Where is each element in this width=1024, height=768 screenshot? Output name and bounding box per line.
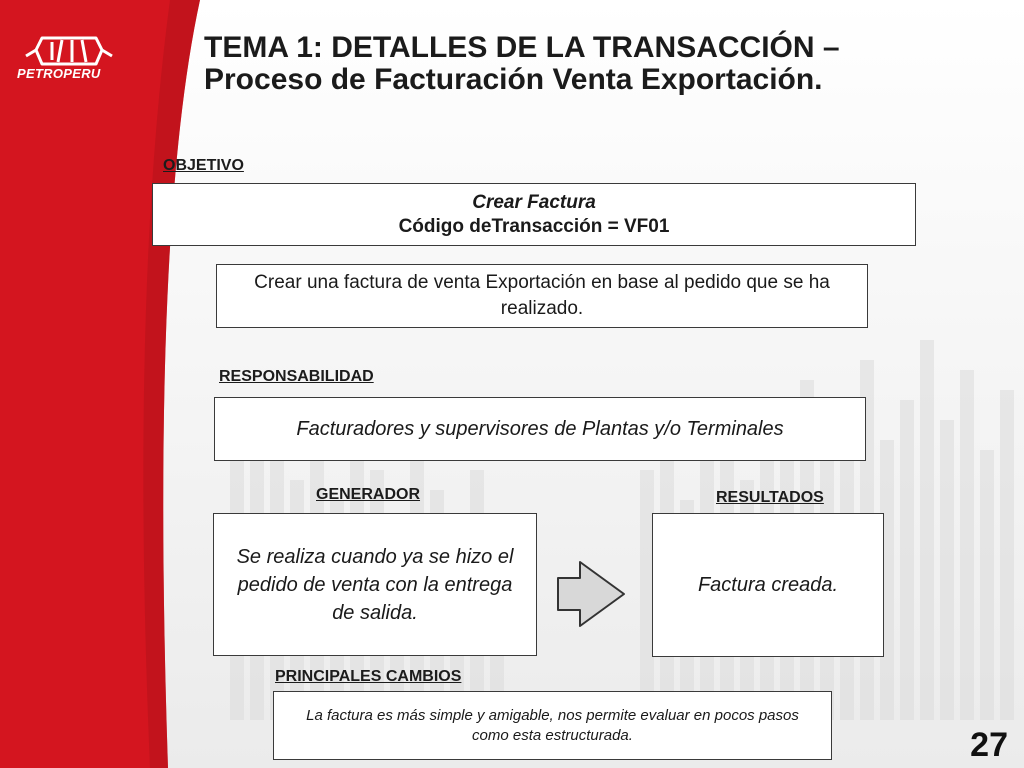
objetivo-line2: Código deTransacción = VF01 (398, 215, 670, 237)
responsabilidad-label: RESPONSABILIDAD (219, 368, 374, 385)
resultados-box (652, 513, 884, 657)
principales-cambios-text: La factura es más simple y amigable, nos permite evaluar en pocos pasos como esta estructurada. (306, 706, 799, 744)
objetivo-box (152, 183, 916, 246)
objetivo-description-box (216, 264, 868, 328)
page-number: 27 (970, 726, 1008, 764)
generador-label: GENERADOR (316, 486, 421, 503)
principales-cambios-box (273, 691, 832, 760)
objetivo-description: Crear una factura de venta Exportación en base al pedido que se ha realizado. (254, 272, 830, 319)
logo-wordmark: PETROPERU (17, 66, 101, 81)
responsabilidad-text: Facturadores y supervisores de Plantas y/o Terminales (296, 417, 784, 440)
resultados-label: RESULTADOS (716, 489, 824, 506)
resultados-text: Factura creada. (697, 573, 839, 596)
objetivo-label: OBJETIVO (163, 157, 244, 174)
objetivo-line1: Crear Factura (472, 191, 596, 213)
responsabilidad-box (214, 397, 866, 461)
principales-cambios-label: PRINCIPALES CAMBIOS (275, 668, 462, 685)
generador-box (213, 513, 537, 656)
generador-text: Se realiza cuando ya se hizo el pedido de venta con la entrega de salida. (236, 545, 514, 624)
arrow-right-icon (556, 560, 628, 630)
brand-red-band (0, 0, 220, 768)
page-title: TEMA 1: DETALLES DE LA TRANSACCIÓN – Proceso de Facturación Venta Exportación. (204, 31, 840, 96)
